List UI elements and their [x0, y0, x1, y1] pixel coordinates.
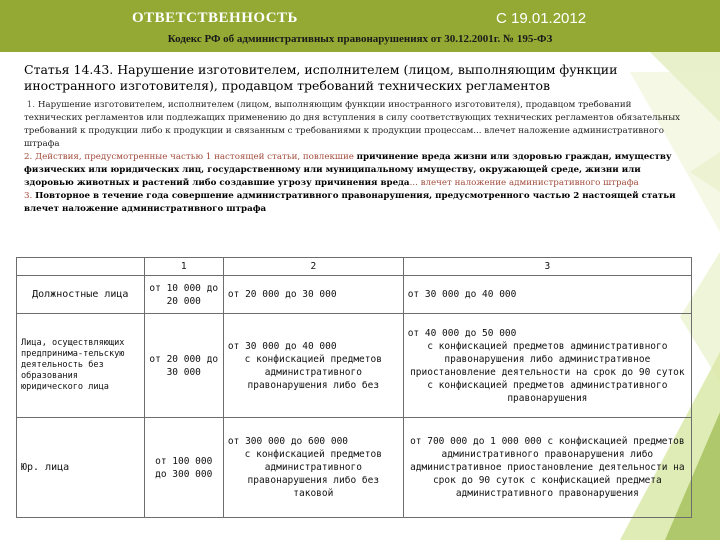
table-cell: от 20 000 до 30 000: [144, 314, 223, 418]
table-cell: [403, 314, 691, 418]
paragraph-2-text-tail: ... влечет наложение административного штрафа: [409, 178, 639, 188]
table-cell-line: от 300 000 до 600 000: [227, 436, 349, 447]
table-header-row: [17, 258, 692, 276]
table-cell-role: Юр. лица: [17, 418, 145, 518]
table-cell-line: с конфискацией предметов административного правонарушения либо без: [244, 353, 382, 391]
article-title: Статья 14.43. Нарушение изготовителем, исполнителем (лицом, выполняющим функции иностранного изготовителя), продавцом требований технических регламентов: [24, 62, 618, 93]
paragraph-2-number: 2.: [24, 152, 33, 162]
page-title: ОТВЕТСТВЕННОСТЬ: [132, 10, 298, 26]
table-cell: от 30 000 до 40 000: [403, 276, 691, 314]
paragraph-2-text-red: Действия, предусмотренные частью 1 настоящей статьи, повлекшие: [35, 152, 354, 162]
table-row: [17, 314, 692, 418]
table-header-role: [17, 258, 145, 276]
penalties-table: [16, 257, 692, 518]
article-body: [24, 99, 684, 216]
paragraph-3: [24, 190, 684, 216]
paragraph-1-text: Нарушение изготовителем, исполнителем (лицом, выполняющим функции иностранного изготовителя), продавцом требований технических регламентов или подлежащих применению до дня вступления в силу соответствующих технических регламентов обязательных требований к продукции либо к продукции и связанным с требованиями к продукции процессам... влечет наложение административного штрафа: [24, 100, 681, 149]
table-row: [17, 418, 692, 518]
paragraph-3-text: Повторное в течение года совершение административного правонарушения, предусмотренного частью 2 настоящей статьи влечет наложение административного штрафа: [24, 191, 676, 214]
table-cell-role: Лица, осуществляющих предпринима-тельскую деятельность без образования юридического лица: [17, 314, 145, 418]
table-cell-role: Должностные лица: [17, 276, 145, 314]
effective-date: С 19.01.2012: [496, 10, 587, 27]
paragraph-1-number: 1.: [26, 100, 36, 110]
table-cell-line: с конфискацией предметов административного правонарушения либо без таковой: [244, 449, 382, 499]
table-cell: от 100 000 до 300 000: [144, 418, 223, 518]
paragraph-2: [24, 151, 684, 190]
table-cell-line: от 30 000 до 40 000: [227, 340, 337, 352]
table-cell: от 20 000 до 30 000: [223, 276, 403, 314]
table-cell-line: с конфискацией предметов административного правонарушения либо административное приостановление деятельности на срок до 90 суток с конфискацией предметов административного правонарушения: [410, 340, 685, 404]
table-header-col-1: 1: [144, 258, 223, 276]
table-row: [17, 276, 692, 314]
table-cell: [223, 418, 403, 518]
paragraph-1: [24, 99, 684, 151]
table-cell: от 10 000 до 20 000: [144, 276, 223, 314]
table-cell-line: от 40 000 до 50 000: [407, 327, 517, 339]
paragraph-3-number: 3.: [24, 191, 33, 201]
law-reference: Кодекс РФ об административных правонарушениях от 30.12.2001г. № 195-ФЗ: [167, 33, 553, 45]
table-cell: [223, 314, 403, 418]
table-cell: от 700 000 до 1 000 000 с конфискацией предметов административного правонарушения либо административное приостановление деятельности на срок до 90 суток с конфискацией предмета административного правонарушения: [403, 418, 691, 518]
table-header-col-3: 3: [403, 258, 691, 276]
table-header-col-2: 2: [223, 258, 403, 276]
paragraph-2-text-bold: причинение вреда жизни или здоровью граждан, имуществу физических или юридических лиц, государственному или муниципальному имуществу, окружающей среде, жизни или здоровью животных и растений либо создавшие угрозу причинения вреда: [24, 152, 672, 188]
